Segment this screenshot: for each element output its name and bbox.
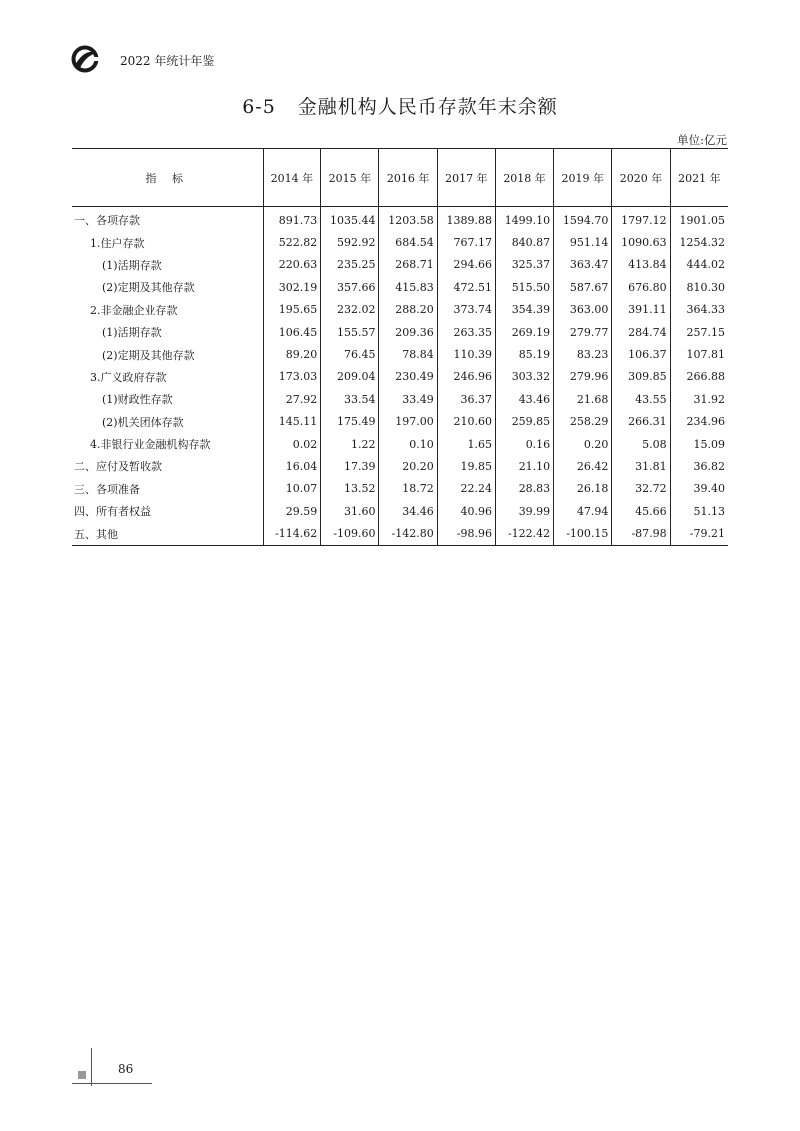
- table-cell: 234.96: [670, 411, 728, 433]
- table-row: [72, 299, 728, 321]
- row-label: (1)活期存款: [102, 326, 162, 340]
- table-row: [72, 207, 728, 232]
- table-row: [72, 388, 728, 410]
- table-cell: 21.10: [495, 455, 553, 477]
- table-cell: 415.83: [379, 276, 437, 298]
- table-cell: 26.42: [554, 455, 612, 477]
- table-cell: 39.99: [495, 500, 553, 522]
- table-cell: 209.36: [379, 321, 437, 343]
- row-label: (1)财政性存款: [102, 393, 173, 407]
- table-row: [72, 231, 728, 253]
- table-cell: 40.96: [437, 500, 495, 522]
- row-label: 三、各项准备: [74, 482, 140, 496]
- table-cell: 85.19: [495, 343, 553, 365]
- table-cell: 27.92: [263, 388, 321, 410]
- table-cell: 266.88: [670, 366, 728, 388]
- table-row: [72, 343, 728, 365]
- year-header: 2018 年: [495, 149, 553, 207]
- table-cell: -98.96: [437, 522, 495, 545]
- table-cell: 444.02: [670, 254, 728, 276]
- table-cell: 263.35: [437, 321, 495, 343]
- table-cell: 235.25: [321, 254, 379, 276]
- table-cell: 840.87: [495, 231, 553, 253]
- table-cell: 18.72: [379, 478, 437, 500]
- table-row: [72, 478, 728, 500]
- year-header: 2019 年: [554, 149, 612, 207]
- page-number: 86: [118, 1062, 134, 1076]
- table-cell: 26.18: [554, 478, 612, 500]
- table-cell: 279.96: [554, 366, 612, 388]
- table-cell: 34.46: [379, 500, 437, 522]
- table-cell: 587.67: [554, 276, 612, 298]
- table-cell: 16.04: [263, 455, 321, 477]
- table-cell: 363.00: [554, 299, 612, 321]
- row-label: 四、所有者权益: [74, 505, 151, 519]
- table-cell: 268.71: [379, 254, 437, 276]
- table-cell: 220.63: [263, 254, 321, 276]
- table-cell: 373.74: [437, 299, 495, 321]
- table-cell: 357.66: [321, 276, 379, 298]
- table-cell: 1797.12: [612, 207, 670, 232]
- table-cell: 325.37: [495, 254, 553, 276]
- table-cell: 197.00: [379, 411, 437, 433]
- table-cell: 36.82: [670, 455, 728, 477]
- yearbook-logo-icon: [70, 44, 100, 74]
- table-cell: 39.40: [670, 478, 728, 500]
- table-cell: 19.85: [437, 455, 495, 477]
- table-cell: -87.98: [612, 522, 670, 545]
- table-cell: 0.16: [495, 433, 553, 455]
- table-cell: 43.55: [612, 388, 670, 410]
- table-cell: 391.11: [612, 299, 670, 321]
- table-cell: 43.46: [495, 388, 553, 410]
- book-title: 2022 年统计年鉴: [120, 54, 215, 68]
- table-cell: 1035.44: [321, 207, 379, 232]
- table-cell: 363.47: [554, 254, 612, 276]
- table-cell: 20.20: [379, 455, 437, 477]
- table-cell: 145.11: [263, 411, 321, 433]
- table-cell: 1090.63: [612, 231, 670, 253]
- table-cell: 515.50: [495, 276, 553, 298]
- table-cell: -100.15: [554, 522, 612, 545]
- row-label: (2)定期及其他存款: [102, 281, 195, 295]
- table-cell: 10.07: [263, 478, 321, 500]
- footer-divider: [91, 1048, 92, 1086]
- table-cell: 258.29: [554, 411, 612, 433]
- table-row: [72, 276, 728, 298]
- table-cell: 592.92: [321, 231, 379, 253]
- row-label: 2.非金融企业存款: [90, 303, 178, 317]
- table-cell: 15.09: [670, 433, 728, 455]
- table-cell: 106.37: [612, 343, 670, 365]
- unit-label: 单位:亿元: [677, 133, 727, 147]
- table-cell: 45.66: [612, 500, 670, 522]
- table-cell: 1499.10: [495, 207, 553, 232]
- table-cell: 29.59: [263, 500, 321, 522]
- table-cell: 76.45: [321, 343, 379, 365]
- table-cell: 31.60: [321, 500, 379, 522]
- table-cell: -122.42: [495, 522, 553, 545]
- table-cell: 522.82: [263, 231, 321, 253]
- table-cell: -109.60: [321, 522, 379, 545]
- table-cell: 676.80: [612, 276, 670, 298]
- table-cell: 32.72: [612, 478, 670, 500]
- row-label: (2)机关团体存款: [102, 415, 184, 429]
- table-cell: 5.08: [612, 433, 670, 455]
- table-cell: 47.94: [554, 500, 612, 522]
- table-title-text: 金融机构人民币存款年末余额: [297, 96, 558, 118]
- row-label: 一、各项存款: [74, 214, 140, 228]
- table-cell: 246.96: [437, 366, 495, 388]
- table-cell: 232.02: [321, 299, 379, 321]
- footer-square-icon: [78, 1071, 86, 1079]
- table-cell: 284.74: [612, 321, 670, 343]
- table-cell: -79.21: [670, 522, 728, 545]
- table-row: [72, 321, 728, 343]
- table-cell: 78.84: [379, 343, 437, 365]
- table-cell: 810.30: [670, 276, 728, 298]
- table-cell: 36.37: [437, 388, 495, 410]
- table-cell: 257.15: [670, 321, 728, 343]
- table-title: [0, 92, 800, 119]
- table-row: [72, 366, 728, 388]
- table-cell: 106.45: [263, 321, 321, 343]
- table-row: [72, 254, 728, 276]
- table-cell: 1203.58: [379, 207, 437, 232]
- table-cell: -142.80: [379, 522, 437, 545]
- row-label: 1.住户存款: [90, 236, 145, 250]
- year-header: 2020 年: [612, 149, 670, 207]
- table-cell: 303.32: [495, 366, 553, 388]
- table-cell: 266.31: [612, 411, 670, 433]
- table-cell: 13.52: [321, 478, 379, 500]
- table-cell: 891.73: [263, 207, 321, 232]
- table-cell: 195.65: [263, 299, 321, 321]
- table-cell: 155.57: [321, 321, 379, 343]
- table-cell: 767.17: [437, 231, 495, 253]
- table-cell: 0.20: [554, 433, 612, 455]
- table-cell: 684.54: [379, 231, 437, 253]
- table-cell: 175.49: [321, 411, 379, 433]
- table-cell: 0.10: [379, 433, 437, 455]
- table-cell: 17.39: [321, 455, 379, 477]
- table-cell: 28.83: [495, 478, 553, 500]
- year-header: 2016 年: [379, 149, 437, 207]
- table-cell: 1254.32: [670, 231, 728, 253]
- row-label: 二、应付及暂收款: [74, 460, 162, 474]
- table-row: [72, 411, 728, 433]
- table-cell: 279.77: [554, 321, 612, 343]
- table-row: [72, 500, 728, 522]
- table-cell: 230.49: [379, 366, 437, 388]
- table-cell: 89.20: [263, 343, 321, 365]
- table-cell: 309.85: [612, 366, 670, 388]
- table-cell: 1389.88: [437, 207, 495, 232]
- table-header-row: [72, 149, 728, 207]
- table-row: [72, 522, 728, 545]
- year-header: 2017 年: [437, 149, 495, 207]
- table-cell: 107.81: [670, 343, 728, 365]
- row-label: 五、其他: [72, 522, 263, 545]
- table-number: 6-5: [242, 96, 276, 118]
- indicator-header: 指 标: [72, 149, 263, 207]
- deposit-table: [72, 148, 728, 546]
- table-cell: 1901.05: [670, 207, 728, 232]
- table-row: [72, 433, 728, 455]
- table-cell: 1594.70: [554, 207, 612, 232]
- row-label: (1)活期存款: [102, 258, 162, 272]
- table-cell: 259.85: [495, 411, 553, 433]
- table-cell: 21.68: [554, 388, 612, 410]
- table-cell: 33.54: [321, 388, 379, 410]
- table-cell: 33.49: [379, 388, 437, 410]
- table-cell: 1.22: [321, 433, 379, 455]
- row-label: 3.广义政府存款: [90, 370, 167, 384]
- table-cell: 288.20: [379, 299, 437, 321]
- table-cell: 0.02: [263, 433, 321, 455]
- year-header: 2015 年: [321, 149, 379, 207]
- table-cell: 294.66: [437, 254, 495, 276]
- table-cell: 83.23: [554, 343, 612, 365]
- table-cell: 472.51: [437, 276, 495, 298]
- table-cell: 354.39: [495, 299, 553, 321]
- footer-rule: [72, 1083, 152, 1084]
- row-label: (2)定期及其他存款: [102, 348, 195, 362]
- table-body: [72, 207, 728, 546]
- table-cell: 951.14: [554, 231, 612, 253]
- table-cell: 269.19: [495, 321, 553, 343]
- table-cell: 302.19: [263, 276, 321, 298]
- table-cell: 413.84: [612, 254, 670, 276]
- table-cell: 31.81: [612, 455, 670, 477]
- table-cell: 51.13: [670, 500, 728, 522]
- table-cell: 1.65: [437, 433, 495, 455]
- table-cell: 22.24: [437, 478, 495, 500]
- table-cell: 209.04: [321, 366, 379, 388]
- table-cell: 210.60: [437, 411, 495, 433]
- table-cell: 31.92: [670, 388, 728, 410]
- year-header: 2021 年: [670, 149, 728, 207]
- table-cell: -114.62: [263, 522, 321, 545]
- table-cell: 364.33: [670, 299, 728, 321]
- table-row: [72, 455, 728, 477]
- table-cell: 110.39: [437, 343, 495, 365]
- row-label: 4.非银行业金融机构存款: [90, 438, 211, 452]
- year-header: 2014 年: [263, 149, 321, 207]
- table-cell: 173.03: [263, 366, 321, 388]
